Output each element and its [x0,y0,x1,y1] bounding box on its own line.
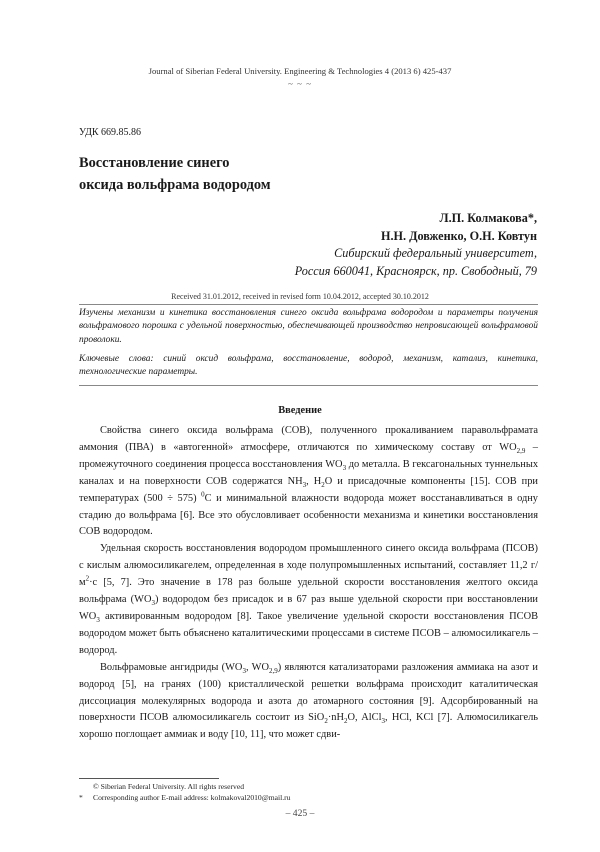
body-text [79,423,538,744]
paragraph-2: Удельная скорость восстановления водородом промышленного синего оксида вольфрама (ПСОВ) с кислым алюмосиликагелем, определенная в ходе полупромышленных испытаний, составляет 11,2 $г/м^2\cdot с$ [5, 7]. Это значение в 178 раз больше удельной скорости восстановления желтого оксида вольфрама $(WO_3)$ водородом без присадок и в 67 раз выше удельной скорости при восстановлении $WO_3$ активированным водородом [8]. Такое увеличение удельной скорости восстановления ПСОВ водородом может быть объяснено каталитическими процессами в системе ПСОВ – алюмосиликагель – водород. [79,543,538,656]
paragraph-3: Вольфрамовые ангидриды ($WO_3$, $WO_{2,9}$) являются катализаторами разложения аммиака на азот и водород [5], на гранях (100) кристаллической решетки вольфрама происходит каталитическая диссоциация молекулярных водорода и азота до атомарного состояния [9]. Адсорбированный на поверхности ПСОВ алюмосиликагель состоит из $SiO_2\cdot nH_2O$, AlCl$_3$, HCl, KCl [7]. Алюмосиликагель хорошо поглощает аммиак и воду [10, 11], что может сдви- [79,661,538,741]
affiliation-line-2: Россия 660041, Красноярск, пр. Свободный, 79 [294,263,537,278]
title-line-2: оксида вольфрама водородом [79,177,271,193]
footnote-copyright: © Siberian Federal University. All rights reserved [93,782,244,791]
article-title [79,152,379,196]
footnote-divider [79,778,219,779]
footnote-corresponding-author: * Corresponding author E-mail address: kolmakoval2010@mail.ru [79,793,291,802]
title-line-1: Восстановление синего [79,155,230,171]
abstract-text: Изучены механизм и кинетика восстановления синего оксида вольфрама водородом и параметры получения вольфрамового порошка с удельной поверхностью, обеспечивающей производство непровисающей вольфрамовой проволоки. [79,308,538,345]
received-dates: Received 31.01.2012, received in revised form 10.04.2012, accepted 30.10.2012 [171,292,429,301]
header-separator: ~ ~ ~ [287,79,313,89]
journal-header: Journal of Siberian Federal University. Engineering & Technologies 4 (2013 6) 425-437 [148,66,452,76]
authors-line-1: Л.П. Колмакова*, [439,211,537,225]
keywords-text: Ключевые слова: синий оксид вольфрама, восстановление, водород, механизм, катализ, кинетика, технологические параметры. [79,353,538,378]
authors-line-2: Н.Н. Довженко, О.Н. Ковтун [380,228,537,243]
udk-code: УДК 669.85.86 [79,127,142,138]
page-number: – 425 – [285,808,315,819]
abstract-box [79,304,538,386]
section-heading: Введение [278,405,322,416]
footnotes [79,781,290,803]
authors-block [295,210,537,280]
paragraph-1: Свойства синего оксида вольфрама (СОВ), полученного прокаливанием паравольфрамата аммония (ПВА) в «автогенной» атмосфере, отличаются по химическому составу от $WO_{2,9}$ – промежуточного соединения процесса восстановления $WO_3$ до металла. В гексагональных туннельных каналах и на поверхности СОВ содержатся $NH_3$, $H_2O$ и присадочные компоненты [15]. СОВ при температурах (500 ÷ 575) $^0$С и минимальной влажности водорода может восстанавливаться в одну стадию до вольфрама [6]. Все это обусловливает особенности механизма и кинетики восстановления СОВ водородом. [79,425,539,538]
affiliation-line-1: Сибирский федеральный университет, [334,246,537,260]
